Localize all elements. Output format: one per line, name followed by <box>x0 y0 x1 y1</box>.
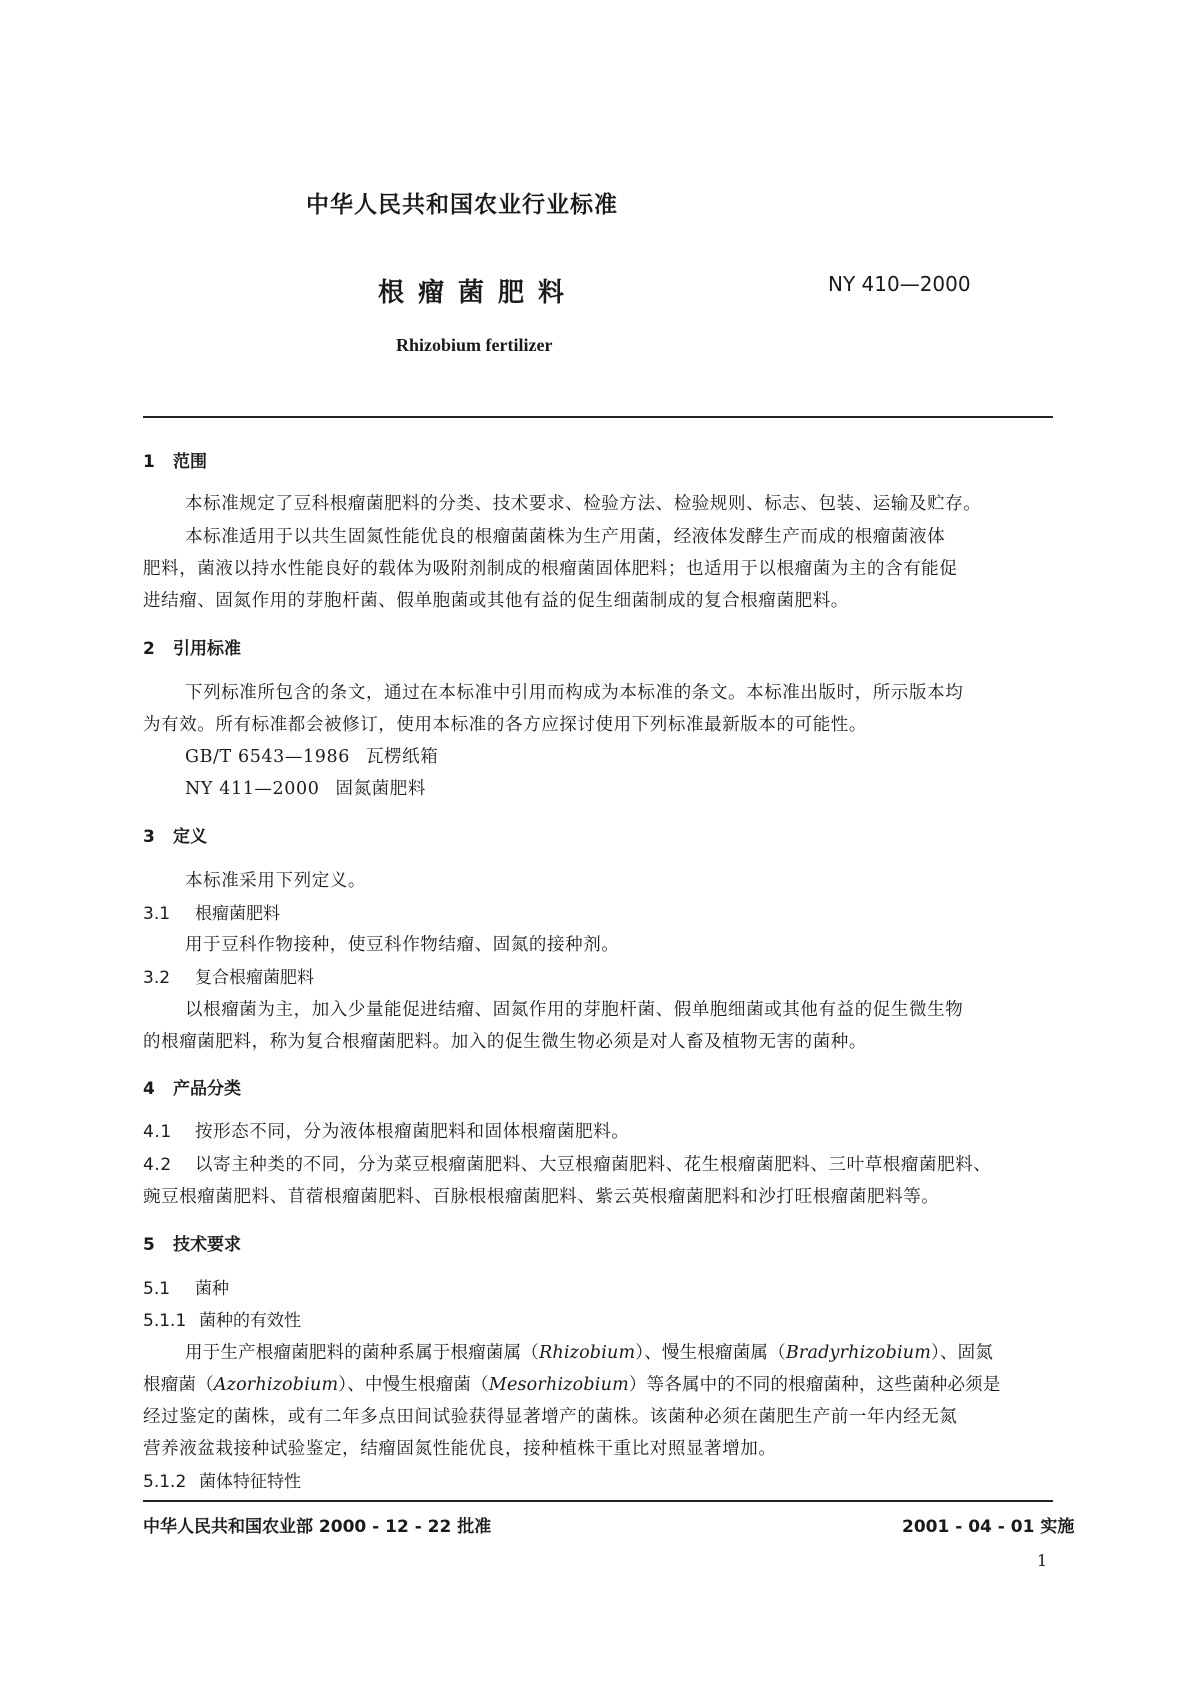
text-run: ）、中慢生根瘤菌（ <box>338 1375 489 1395</box>
reference-code: NY 411—2000 <box>185 779 320 799</box>
section-number: 5 <box>143 1235 155 1255</box>
section-3-heading <box>143 822 207 847</box>
subsection-title: 根瘤菌肥料 <box>195 904 280 924</box>
document-title: 根瘤菌肥料 <box>378 278 579 308</box>
list-item <box>143 1118 629 1143</box>
paragraph: 下列标准所包含的条文，通过在本标准中引用而构成为本标准的条文。本标准出版时，所示版本均 <box>185 683 964 703</box>
subsection-number: 3.1 <box>143 904 171 924</box>
section-2-heading <box>143 634 241 659</box>
paragraph: 用于豆科作物接种，使豆科作物结瘤、固氮的接种剂。 <box>185 935 620 955</box>
paragraph: 本标准适用于以共生固氮性能优良的根瘤菌菌株为生产用菌，经液体发酵生产而成的根瘤菌液体 <box>185 527 946 547</box>
section-title: 范围 <box>173 452 207 472</box>
header-divider <box>143 416 1053 418</box>
section-title: 定义 <box>173 827 207 847</box>
paragraph: 的根瘤菌肥料，称为复合根瘤菌肥料。加入的促生微生物必须是对人畜及植物无害的菌种。 <box>143 1032 867 1052</box>
section-number: 1 <box>143 452 155 472</box>
section-5-heading <box>143 1230 241 1255</box>
paragraph <box>185 1339 993 1364</box>
item-text: 按形态不同，分为液体根瘤菌肥料和固体根瘤菌肥料。 <box>195 1122 630 1142</box>
section-number: 4 <box>143 1079 155 1099</box>
paragraph: 进结瘤、固氮作用的芽胞杆菌、假单胞菌或其他有益的促生细菌制成的复合根瘤菌肥料。 <box>143 591 849 611</box>
english-title: Rhizobium fertilizer <box>396 335 553 355</box>
paragraph: 肥料，菌液以持水性能良好的载体为吸附剂制成的根瘤菌固体肥料；也适用于以根瘤菌为主的含有能促 <box>143 559 958 579</box>
reference-name: 固氮菌肥料 <box>335 779 426 799</box>
genus-name: Bradyrhizobium <box>785 1343 932 1363</box>
item-number: 4.2 <box>143 1155 172 1175</box>
paragraph: 豌豆根瘤菌肥料、苜蓿根瘤菌肥料、百脉根根瘤菌肥料、紫云英根瘤菌肥料和沙打旺根瘤菌肥料等。 <box>143 1187 940 1207</box>
item-number: 4.1 <box>143 1122 172 1142</box>
subsection-title: 菌种的有效性 <box>199 1311 301 1331</box>
section-title: 引用标准 <box>173 639 241 659</box>
subsection-title: 菌体特征特性 <box>199 1472 301 1492</box>
subsection-number: 3.2 <box>143 968 171 988</box>
paragraph: 以根瘤菌为主，加入少量能促进结瘤、固氮作用的芽胞杆菌、假单胞细菌或其他有益的促生微生物 <box>185 1000 964 1020</box>
text-run: 用于生产根瘤菌肥料的菌种系属于根瘤菌属（ <box>185 1343 539 1363</box>
subsection-title: 复合根瘤菌肥料 <box>195 968 314 988</box>
subsection-5-1-2-heading <box>143 1467 301 1492</box>
text-run: 根瘤菌（ <box>143 1375 214 1395</box>
section-4-heading <box>143 1074 241 1099</box>
definition-3-2-heading <box>143 963 314 988</box>
genus-name: Rhizobium <box>539 1343 636 1363</box>
text-run: ）等各属中的不同的根瘤菌种，这些菌种必须是 <box>628 1375 1001 1395</box>
item-text: 以寄主种类的不同，分为菜豆根瘤菌肥料、大豆根瘤菌肥料、花生根瘤菌肥料、三叶草根瘤菌肥料、 <box>195 1155 992 1175</box>
section-title: 技术要求 <box>173 1235 241 1255</box>
paragraph: 本标准规定了豆科根瘤菌肥料的分类、技术要求、检验方法、检验规则、标志、包装、运输及贮存。 <box>185 494 982 514</box>
paragraph: 营养液盆栽接种试验鉴定，结瘤固氮性能优良，接种植株干重比对照显著增加。 <box>143 1439 777 1459</box>
section-title: 产品分类 <box>173 1079 241 1099</box>
standard-number: NY 410—2000 <box>828 272 971 296</box>
subsection-number: 5.1.2 <box>143 1472 187 1492</box>
subsection-number: 5.1.1 <box>143 1311 187 1331</box>
paragraph: 为有效。所有标准都会被修订，使用本标准的各方应探讨使用下列标准最新版本的可能性。 <box>143 715 867 735</box>
effective-date: 2001 - 04 - 01 实施 <box>902 1517 1075 1537</box>
paragraph: 经过鉴定的菌株，或有二年多点田间试验获得显著增产的菌株。该菌种必须在菌肥生产前一年内经无氮 <box>143 1407 958 1427</box>
subsection-number: 5.1 <box>143 1279 171 1299</box>
list-item <box>143 1151 991 1176</box>
reference-name: 瓦楞纸箱 <box>365 747 439 767</box>
definition-3-1-heading <box>143 899 280 924</box>
text-run: ）、固氮 <box>931 1343 994 1363</box>
page-number: 1 <box>1037 1551 1048 1570</box>
genus-name: Azorhizobium <box>213 1375 339 1395</box>
text-run: ）、慢生根瘤菌属（ <box>635 1343 786 1363</box>
genus-name: Mesorhizobium <box>488 1375 629 1395</box>
subsection-5-1-heading <box>143 1274 229 1299</box>
reference-code: GB/T 6543—1986 <box>185 747 350 767</box>
section-number: 3 <box>143 827 155 847</box>
paragraph <box>143 1371 1001 1396</box>
reference-item <box>185 775 426 800</box>
subsection-5-1-1-heading <box>143 1306 301 1331</box>
section-1-heading <box>143 447 207 472</box>
footer-divider <box>143 1500 1053 1502</box>
approval-line: 中华人民共和国农业部 2000 - 12 - 22 批准 <box>143 1517 492 1537</box>
paragraph: 本标准采用下列定义。 <box>185 871 366 891</box>
reference-item <box>185 743 438 768</box>
section-number: 2 <box>143 639 155 659</box>
subsection-title: 菌种 <box>195 1279 229 1299</box>
org-title: 中华人民共和国农业行业标准 <box>306 192 618 218</box>
